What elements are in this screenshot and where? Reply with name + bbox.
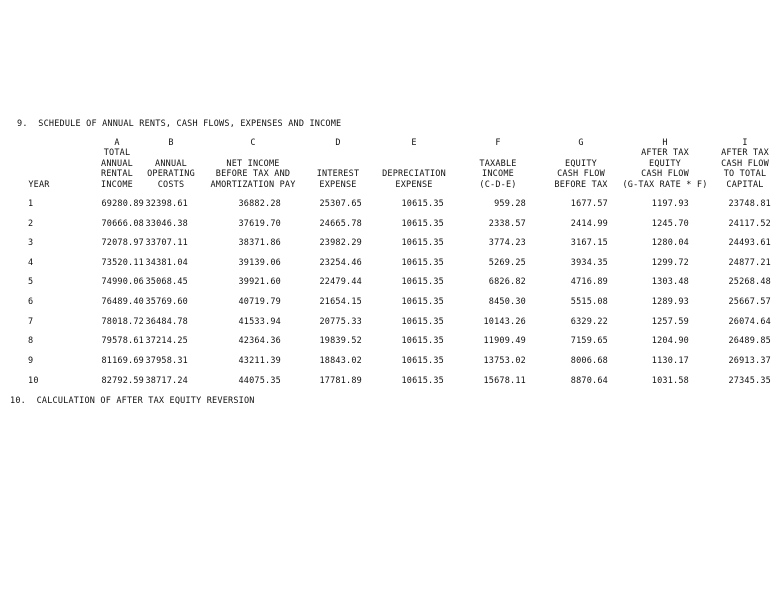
column-header-d — [308, 150, 368, 190]
column-letter-b: B — [168, 138, 174, 148]
column-header-line: BEFORE TAX AND — [215, 169, 291, 179]
value-cell-g: 1677.57 — [570, 199, 608, 209]
value-cell-f: 3774.23 — [488, 238, 526, 248]
column-header-line: EQUITY — [565, 158, 597, 169]
value-cell-c: 38371.86 — [238, 238, 281, 248]
value-cell-g: 8006.68 — [570, 356, 608, 366]
value-cell-b: 38717.24 — [145, 376, 188, 386]
value-cell-d: 21654.15 — [319, 297, 362, 307]
value-cell-c: 40719.79 — [238, 297, 281, 307]
column-header-line: CASH FLOW — [641, 169, 689, 179]
value-cell-g: 3167.15 — [570, 238, 608, 248]
value-cell-d: 19839.52 — [319, 336, 362, 346]
value-cell-h: 1257.59 — [651, 317, 689, 327]
year-cell: 7 — [28, 317, 34, 327]
column-header-line: AFTER TAX — [721, 148, 769, 158]
table-row — [0, 257, 778, 269]
table-row — [0, 335, 778, 347]
value-cell-h: 1299.72 — [651, 258, 689, 268]
column-letter-g: G — [578, 138, 584, 148]
column-letter-d: D — [335, 138, 341, 148]
value-cell-b: 37214.25 — [145, 336, 188, 346]
value-cell-b: 35769.60 — [145, 297, 188, 307]
value-cell-e: 10615.35 — [401, 376, 444, 386]
column-header-line: ANNUAL — [155, 158, 187, 169]
value-cell-d: 25307.65 — [319, 199, 362, 209]
value-cell-c: 41533.94 — [238, 317, 281, 327]
value-cell-b: 33046.38 — [145, 219, 188, 229]
value-cell-c: 44075.35 — [238, 376, 281, 386]
column-header-line: CAPITAL — [726, 179, 764, 190]
column-header-line: INCOME — [101, 179, 133, 190]
column-header-f — [468, 150, 528, 190]
value-cell-c: 42364.36 — [238, 336, 281, 346]
column-header-year — [24, 150, 54, 190]
value-cell-b: 34381.04 — [145, 258, 188, 268]
value-cell-d: 23982.29 — [319, 238, 362, 248]
table-row — [0, 296, 778, 308]
value-cell-c: 39921.60 — [238, 277, 281, 287]
value-cell-g: 8870.64 — [570, 376, 608, 386]
table-row — [0, 218, 778, 230]
column-header-g — [546, 150, 616, 190]
column-header-e — [374, 150, 454, 190]
table-row — [0, 355, 778, 367]
value-cell-g: 4716.89 — [570, 277, 608, 287]
value-cell-a: 72078.97 — [101, 238, 144, 248]
table-row — [0, 375, 778, 387]
value-cell-g: 5515.08 — [570, 297, 608, 307]
table-row — [0, 316, 778, 328]
value-cell-f: 5269.25 — [488, 258, 526, 268]
column-header-line: INCOME — [482, 169, 514, 179]
year-cell: 10 — [28, 376, 39, 386]
year-cell: 3 — [28, 238, 34, 248]
value-cell-e: 10615.35 — [401, 356, 444, 366]
value-cell-f: 6826.82 — [488, 277, 526, 287]
value-cell-d: 24665.78 — [319, 219, 362, 229]
column-letter-a: A — [114, 138, 120, 148]
value-cell-b: 32398.61 — [145, 199, 188, 209]
value-cell-g: 3934.35 — [570, 258, 608, 268]
year-cell: 8 — [28, 336, 34, 346]
value-cell-a: 70666.08 — [101, 219, 144, 229]
section-10-title: 10. CALCULATION OF AFTER TAX EQUITY REVERSION — [10, 396, 255, 406]
column-letter-i: I — [742, 138, 748, 148]
table-row — [0, 198, 778, 210]
column-header-line: AFTER TAX — [641, 148, 689, 158]
column-header-line: CASH FLOW — [557, 169, 605, 179]
value-cell-c: 39139.06 — [238, 258, 281, 268]
value-cell-i: 25268.48 — [728, 277, 771, 287]
table-row — [0, 237, 778, 249]
year-cell: 5 — [28, 277, 34, 287]
value-cell-e: 10615.35 — [401, 297, 444, 307]
value-cell-f: 959.28 — [494, 199, 526, 209]
value-cell-b: 37958.31 — [145, 356, 188, 366]
column-header-line: (C-D-E) — [479, 179, 517, 190]
value-cell-b: 36484.78 — [145, 317, 188, 327]
value-cell-b: 35068.45 — [145, 277, 188, 287]
value-cell-e: 10615.35 — [401, 219, 444, 229]
value-cell-e: 10615.35 — [401, 199, 444, 209]
value-cell-a: 73520.11 — [101, 258, 144, 268]
value-cell-d: 23254.46 — [319, 258, 362, 268]
column-header-line: (G-TAX RATE * F) — [622, 179, 708, 190]
column-letter-h: H — [662, 138, 668, 148]
value-cell-f: 2338.57 — [488, 219, 526, 229]
column-header-line: TAXABLE — [479, 158, 517, 169]
value-cell-d: 17781.89 — [319, 376, 362, 386]
year-cell: 1 — [28, 199, 34, 209]
column-header-line: RENTAL — [101, 169, 133, 179]
value-cell-d: 20775.33 — [319, 317, 362, 327]
value-cell-c: 37619.70 — [238, 219, 281, 229]
value-cell-c: 36882.28 — [238, 199, 281, 209]
value-cell-b: 33707.11 — [145, 238, 188, 248]
value-cell-i: 24877.21 — [728, 258, 771, 268]
value-cell-a: 82792.59 — [101, 376, 144, 386]
value-cell-f: 13753.02 — [483, 356, 526, 366]
column-letter-f: F — [495, 138, 501, 148]
value-cell-c: 43211.39 — [238, 356, 281, 366]
value-cell-h: 1245.70 — [651, 219, 689, 229]
column-header-line: ANNUAL — [101, 158, 133, 169]
value-cell-f: 15678.11 — [483, 376, 526, 386]
value-cell-e: 10615.35 — [401, 238, 444, 248]
section-9-title: 9. SCHEDULE OF ANNUAL RENTS, CASH FLOWS, EXPENSES AND INCOME — [17, 119, 342, 129]
column-header-line: AMORTIZATION PAY — [210, 179, 296, 190]
value-cell-a: 76489.40 — [101, 297, 144, 307]
value-cell-i: 26489.85 — [728, 336, 771, 346]
value-cell-a: 81169.69 — [101, 356, 144, 366]
value-cell-e: 10615.35 — [401, 317, 444, 327]
value-cell-h: 1204.90 — [651, 336, 689, 346]
value-cell-i: 26074.64 — [728, 317, 771, 327]
value-cell-a: 69280.89 — [101, 199, 144, 209]
table-row — [0, 276, 778, 288]
value-cell-e: 10615.35 — [401, 277, 444, 287]
column-header-line: TO TOTAL — [723, 169, 767, 179]
value-cell-i: 23748.81 — [728, 199, 771, 209]
column-header-i — [715, 150, 775, 190]
year-cell: 6 — [28, 297, 34, 307]
value-cell-h: 1280.04 — [651, 238, 689, 248]
value-cell-i: 24117.52 — [728, 219, 771, 229]
value-cell-f: 8450.30 — [488, 297, 526, 307]
column-header-line: BEFORE TAX — [554, 179, 608, 190]
value-cell-i: 25667.57 — [728, 297, 771, 307]
column-header-line: INTEREST — [316, 169, 360, 179]
value-cell-h: 1031.58 — [651, 376, 689, 386]
column-header-line: OPERATING — [147, 169, 195, 179]
year-cell: 4 — [28, 258, 34, 268]
value-cell-e: 10615.35 — [401, 336, 444, 346]
column-header-line: EQUITY — [649, 158, 681, 169]
year-cell: 9 — [28, 356, 34, 366]
value-cell-h: 1289.93 — [651, 297, 689, 307]
column-header-line: CASH FLOW — [721, 158, 769, 169]
value-cell-g: 6329.22 — [570, 317, 608, 327]
value-cell-a: 79578.61 — [101, 336, 144, 346]
value-cell-g: 7159.65 — [570, 336, 608, 346]
value-cell-h: 1303.48 — [651, 277, 689, 287]
value-cell-h: 1130.17 — [651, 356, 689, 366]
value-cell-f: 11909.49 — [483, 336, 526, 346]
column-letter-c: C — [250, 138, 256, 148]
value-cell-i: 26913.37 — [728, 356, 771, 366]
column-header-a — [87, 150, 147, 190]
column-header-b — [141, 150, 201, 190]
column-header-h — [618, 150, 713, 190]
value-cell-g: 2414.99 — [570, 219, 608, 229]
value-cell-d: 22479.44 — [319, 277, 362, 287]
value-cell-h: 1197.93 — [651, 199, 689, 209]
value-cell-a: 78018.72 — [101, 317, 144, 327]
column-header-line: NET INCOME — [226, 158, 280, 169]
value-cell-e: 10615.35 — [401, 258, 444, 268]
column-header-line: COSTS — [157, 179, 185, 190]
value-cell-a: 74990.06 — [101, 277, 144, 287]
column-letter-e: E — [411, 138, 417, 148]
column-header-c — [203, 150, 303, 190]
value-cell-d: 18843.02 — [319, 356, 362, 366]
value-cell-i: 27345.35 — [728, 376, 771, 386]
value-cell-f: 10143.26 — [483, 317, 526, 327]
value-cell-i: 24493.61 — [728, 238, 771, 248]
column-header-line: EXPENSE — [395, 179, 433, 190]
column-header-line: DEPRECIATION — [382, 169, 446, 179]
column-header-line: YEAR — [28, 179, 50, 190]
column-header-line: EXPENSE — [319, 179, 357, 190]
column-header-line: TOTAL — [103, 148, 131, 158]
year-cell: 2 — [28, 219, 34, 229]
